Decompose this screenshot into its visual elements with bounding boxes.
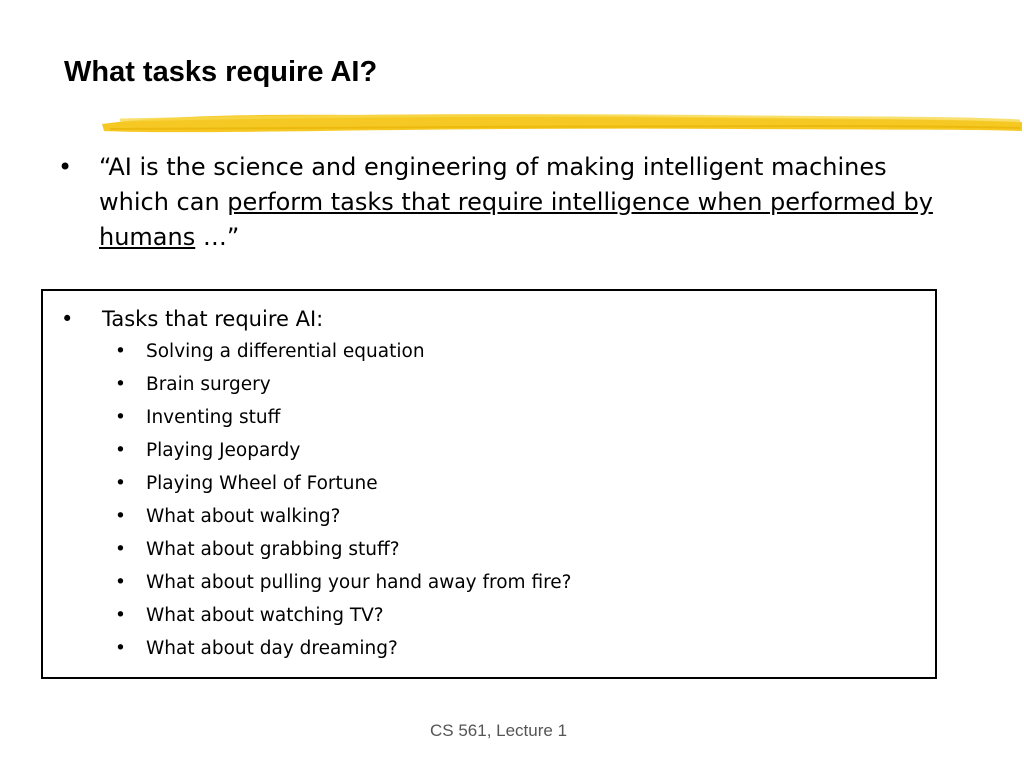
list-item xyxy=(115,404,572,437)
list-item-text: What about grabbing stuff? xyxy=(146,539,400,560)
list-bullet: • xyxy=(115,638,126,659)
list-item xyxy=(115,569,572,602)
tasks-box xyxy=(41,289,937,679)
tasks-heading-text: Tasks that require AI: xyxy=(102,307,324,331)
definition-quote xyxy=(56,150,946,255)
list-bullet: • xyxy=(115,539,126,560)
list-bullet: • xyxy=(115,473,126,494)
list-item xyxy=(115,371,572,404)
footer-text: CS 561, Lecture 1 xyxy=(430,721,568,740)
list-item-text: Playing Jeopardy xyxy=(146,440,301,461)
list-item xyxy=(115,437,572,470)
tasks-heading xyxy=(61,305,323,333)
list-item-text: Solving a differential equation xyxy=(146,341,425,362)
quote-text-start: “AI is the science and engineering of making intelligent machines which can xyxy=(99,153,887,216)
list-item-text: What about pulling your hand away from fire? xyxy=(146,572,572,593)
list-bullet: • xyxy=(115,605,126,626)
list-item-text: Inventing stuff xyxy=(146,407,281,428)
list-bullet: • xyxy=(115,407,126,428)
list-item xyxy=(115,470,572,503)
list-item-text: What about day dreaming? xyxy=(146,638,398,659)
list-item xyxy=(115,602,572,635)
list-item-text: What about watching TV? xyxy=(146,605,384,626)
quote-bullet: • xyxy=(58,153,73,181)
quote-text xyxy=(99,150,946,255)
list-bullet: • xyxy=(115,572,126,593)
list-bullet: • xyxy=(115,440,126,461)
list-item xyxy=(115,536,572,569)
list-item-text: Brain surgery xyxy=(146,374,271,395)
quote-underlined-phrase: perform tasks that require intelligence when performed by humans xyxy=(99,188,933,251)
list-item xyxy=(115,635,572,668)
tasks-list xyxy=(115,338,572,668)
list-bullet: • xyxy=(115,341,126,362)
quote-text-end: …” xyxy=(195,223,240,251)
list-bullet: • xyxy=(115,506,126,527)
list-item xyxy=(115,503,572,536)
tasks-heading-bullet: • xyxy=(61,307,74,331)
list-item-text: What about walking? xyxy=(146,506,341,527)
list-item-text: Playing Wheel of Fortune xyxy=(146,473,378,494)
slide-title: What tasks require AI? xyxy=(64,56,378,88)
list-item xyxy=(115,338,572,371)
highlighter-stroke xyxy=(100,104,1024,140)
list-bullet: • xyxy=(115,374,126,395)
